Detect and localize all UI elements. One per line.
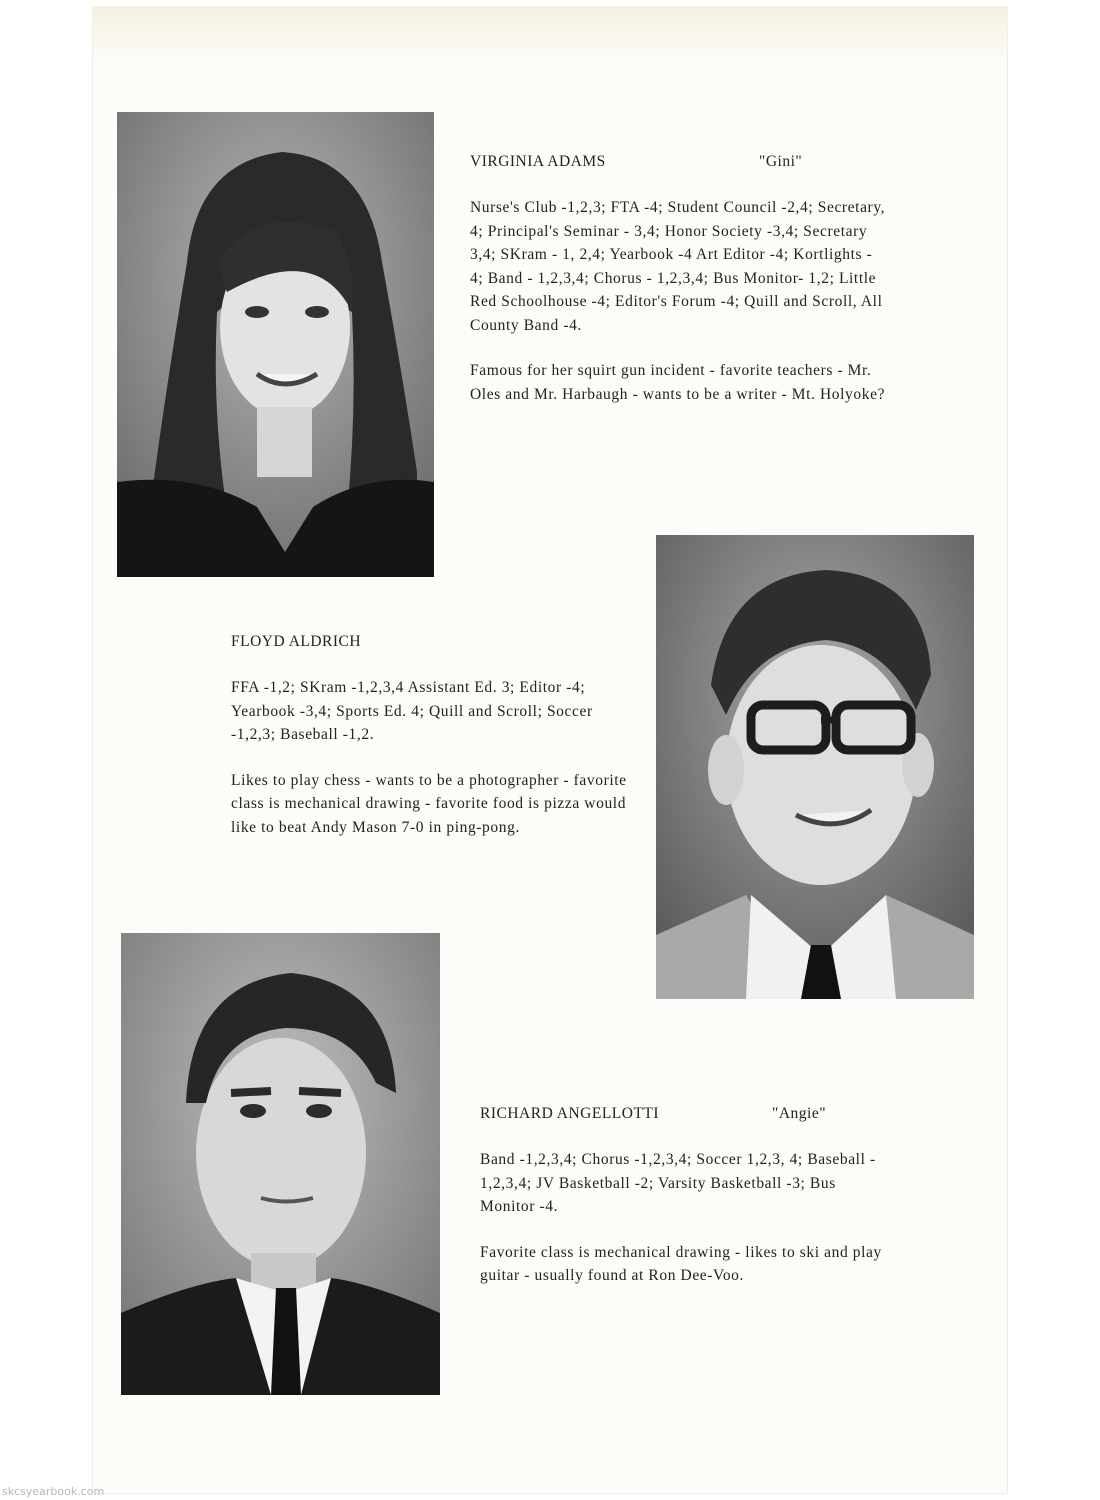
student-nickname: "Gini" xyxy=(759,153,803,170)
student-entry-richard-angellotti xyxy=(480,1102,886,1288)
student-name: VIRGINIA ADAMS xyxy=(470,153,606,170)
portrait-richard-angellotti xyxy=(121,933,440,1395)
student-entry-virginia-adams xyxy=(470,150,886,406)
name-row xyxy=(470,150,886,174)
student-nickname: "Angie" xyxy=(772,1105,827,1122)
page-shading xyxy=(92,6,1008,66)
name-row xyxy=(480,1102,886,1126)
portrait-floyd-aldrich xyxy=(656,535,974,999)
student-name: RICHARD ANGELLOTTI xyxy=(480,1105,660,1122)
student-name: FLOYD ALDRICH xyxy=(231,633,362,650)
portrait-virginia-adams xyxy=(117,112,434,577)
student-bio: Favorite class is mechanical drawing - likes to ski and play guitar - usually found at Ron Dee-Voo. xyxy=(480,1243,882,1284)
student-entry-floyd-aldrich xyxy=(231,630,641,839)
activities-list: FFA -1,2; SKram -1,2,3,4 Assistant Ed. 3; Editor -4; Yearbook -3,4; Sports Ed. 4; Quill and Scroll; Soccer -1,2,3; Baseball -1,2. xyxy=(231,679,593,743)
activities-list: Band -1,2,3,4; Chorus -1,2,3,4; Soccer 1,2,3, 4; Baseball - 1,2,3,4; JV Basketball -2; Varsity Basketball -3; Bus Monitor -4. xyxy=(480,1151,876,1215)
student-bio: Likes to play chess - wants to be a photographer - favorite class is mechanical drawing - favorite food is pizza would like to beat Andy Mason 7-0 in ping-pong. xyxy=(231,771,627,836)
name-row xyxy=(231,630,641,654)
watermark: skcsyearbook.com xyxy=(2,1485,105,1498)
activities-list: Nurse's Club -1,2,3; FTA -4; Student Council -2,4; Secretary, 4; Principal's Seminar - 3,4; Honor Society -3,4; Secretary 3,4; SKram - 1, 2,4; Yearbook -4 Art Editor -4; Kortlights - 4; Band - 1,2,3,4; Chorus - 1,2,3,4; Bus Monitor- 1,2; Little Red Schoolhouse -4; Editor's Forum -4; Quill and Scroll, All County Band -4. xyxy=(470,199,886,334)
student-bio: Famous for her squirt gun incident - favorite teachers - Mr. Oles and Mr. Harbaugh - wants to be a writer - Mt. Holyoke? xyxy=(470,362,886,403)
